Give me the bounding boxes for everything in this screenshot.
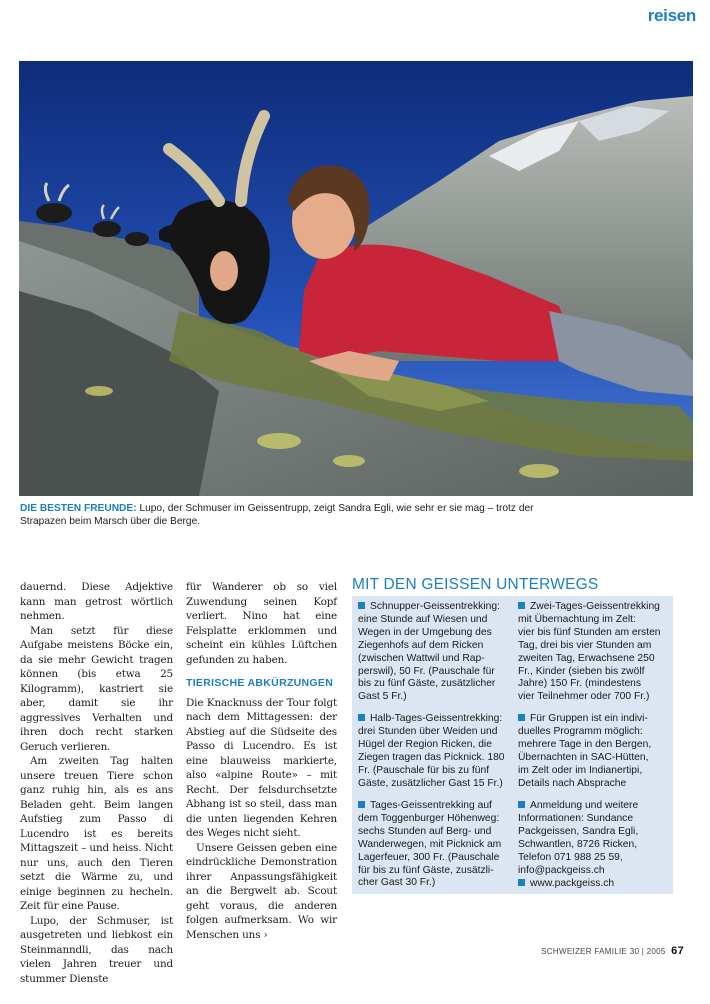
bullet-square-icon: [518, 714, 525, 721]
paragraph: für Wanderer ob so viel Zuwendung seinen Kopf verliert. Nino hat eine Felsplatte erklommen und scheint ein kühles Lüftchen gefunden zu haben.: [186, 581, 337, 666]
info-line: Details nach Absprache: [518, 777, 627, 789]
info-line: dem Toggenburger Höhenweg:: [358, 812, 500, 824]
info-line: Ziegen tragen das Picknick. 180: [358, 751, 505, 763]
bullet-square-icon: [518, 801, 525, 808]
info-line: für bis zu fünf Gäste, zusätzli-: [358, 864, 494, 876]
info-line: Gast 5 Fr.): [358, 691, 407, 703]
paragraph: Lupo, der Schmuser, ist ausgetreten und liebkost ein Steinmanndli, das nach vielen Jahren treuer und stummer Dienste: [20, 914, 173, 985]
paragraph: Am zweiten Tag halten unsere treuen Tiere schon ganz ruhig hin, als es ans Beladen geht. Beim langen Aufstieg zum Passo di Lucendro ist es bereits Mittagszeit – und heiss. Nicht nur uns, auch den Tieren setzt die Wärme zu, und einige beginnen zu hecheln. Zeit für eine Pause.: [20, 755, 173, 912]
info-item: [518, 800, 638, 877]
bullet-square-icon: [358, 714, 365, 721]
info-line: vier bis fünf Stunden am ersten: [518, 626, 661, 638]
issue-number: 30 | 2005: [629, 947, 666, 956]
infobox-title: MIT DEN GEISSEN UNTERWEGS: [352, 576, 599, 593]
article-column-2: [186, 580, 337, 942]
mountain-goat-photo-illustration: [19, 61, 693, 496]
info-line: Informationen: Sundance: [518, 812, 634, 824]
info-line: Gäste, zusätzlicher Gast 15 Fr.): [358, 777, 503, 789]
info-line: Zwei-Tages-Geissentrekking: [530, 601, 660, 612]
article-column-1: [20, 580, 173, 986]
bullet-square-icon: [518, 879, 525, 886]
hero-photo: [19, 61, 693, 496]
caption-lead: DIE BESTEN FREUNDE:: [20, 503, 137, 514]
info-item: [358, 713, 505, 790]
info-line: Jahre) 150 Fr. (mindestens: [518, 678, 642, 690]
info-line: info@packgeiss.ch: [518, 864, 605, 876]
info-line: (zwischen Wattwil und Rap-: [358, 652, 485, 664]
info-line: vier Teilnehmer oder 700 Fr.): [518, 691, 650, 703]
bullet-square-icon: [358, 801, 365, 808]
paragraph: Unsere Geissen geben eine eindrückliche Demonstration ihrer Anpassungsfähigkeit an die Bergwelt ab. Scout geht voraus, die anderen folgen aufmerksam. Wo wir Menschen uns ›: [186, 841, 337, 941]
info-line[interactable]: www.packgeiss.ch: [530, 878, 615, 889]
info-line: drei Stunden über Weiden und: [358, 725, 498, 737]
info-line: Anmeldung und weitere: [530, 800, 639, 811]
info-line: Für Gruppen ist ein indivi-: [530, 713, 648, 724]
info-line: Packgeissen, Sandra Egli,: [518, 825, 639, 837]
info-item: [358, 800, 501, 890]
subheading: TIERISCHE ABKÜRZUNGEN: [186, 677, 334, 689]
caption-text: Lupo, der Schmuser im Geissentrupp, zeigt Sandra Egli, wie sehr er sie mag – trotz der Strapazen beim Marsch über die Berge.: [20, 503, 534, 527]
info-line: Tages-Geissentrekking auf: [370, 800, 492, 811]
info-line: perswil), 50 Fr. (Pauschale für: [358, 665, 495, 677]
info-line: zweiten Tag, Erwachsene 250: [518, 652, 655, 664]
info-line: Fr. (Pauschale für bis zu fünf: [358, 764, 490, 776]
info-line: Übernachten in SAC-Hütten,: [518, 751, 649, 763]
info-line: duelles Programm möglich:: [518, 725, 643, 737]
magazine-name: SCHWEIZER FAMILIE: [541, 947, 628, 956]
info-line: mit Übernachtung im Zelt:: [518, 613, 636, 625]
info-line: Halb-Tages-Geissentrekking:: [370, 713, 503, 724]
info-line: Telefon 071 988 25 59,: [518, 851, 623, 863]
page-number: 67: [671, 945, 684, 957]
bullet-square-icon: [358, 602, 365, 609]
info-line: Tag, drei bis vier Stunden am: [518, 639, 652, 651]
bullet-square-icon: [518, 602, 525, 609]
info-line: Wanderwegen, mit Picknick am: [358, 838, 502, 850]
info-line: eine Stunde auf Wiesen und: [358, 613, 488, 625]
info-item: [518, 713, 651, 790]
photo-caption: [20, 502, 580, 528]
info-line: cher Gast 30 Fr.): [358, 877, 436, 889]
info-line: bis zu fünf Gäste, zusätzlicher: [358, 678, 496, 690]
info-line: sechs Stunden auf Berg- und: [358, 825, 492, 837]
paragraph: Man setzt für diese Aufgabe meistens Böcke ein, da sie mehr Gewicht tragen können (bis etwa 25 Kilogramm), kastriert sie aber, damit sie ihr aggressives Verhalten und ihren doch recht starken Geruch verlieren.: [20, 624, 173, 753]
info-line: mehrere Tage in den Bergen,: [518, 738, 652, 750]
website-link[interactable]: [518, 878, 614, 891]
paragraph: Die Knacknuss der Tour folgt nach dem Mittagessen: der Abstieg auf die Südseite des Passo di Lucendro. Es ist eine blauweiss markierte, also «alpine Route» – mit Recht. Der felsdurchsetzte Abhang ist so steil, dass man die unten liegenden Kehren des Weges nicht sieht.: [186, 696, 337, 839]
info-line: Ziegenhofs auf dem Ricken: [358, 639, 484, 651]
info-item: [358, 601, 500, 704]
paragraph: dauernd. Diese Adjektive kann man getrost wörtlich nehmen.: [20, 581, 173, 622]
info-line: Schwantlen, 8726 Ricken,: [518, 838, 638, 850]
info-line: Hügel der Region Ricken, die: [358, 738, 492, 750]
info-line: Schnupper-Geissentrekking:: [370, 601, 500, 612]
info-line: Wegen in der Umgebung des: [358, 626, 492, 638]
page-footer: [541, 945, 684, 957]
info-line: im Zelt oder im Indianertipi,: [518, 764, 643, 776]
info-line: Fr., Kinder (sieben bis zwölf: [518, 665, 645, 677]
info-line: Lagerfeuer, 300 Fr. (Pauschale: [358, 851, 500, 863]
info-item: [518, 601, 661, 704]
section-tag: reisen: [647, 6, 696, 25]
